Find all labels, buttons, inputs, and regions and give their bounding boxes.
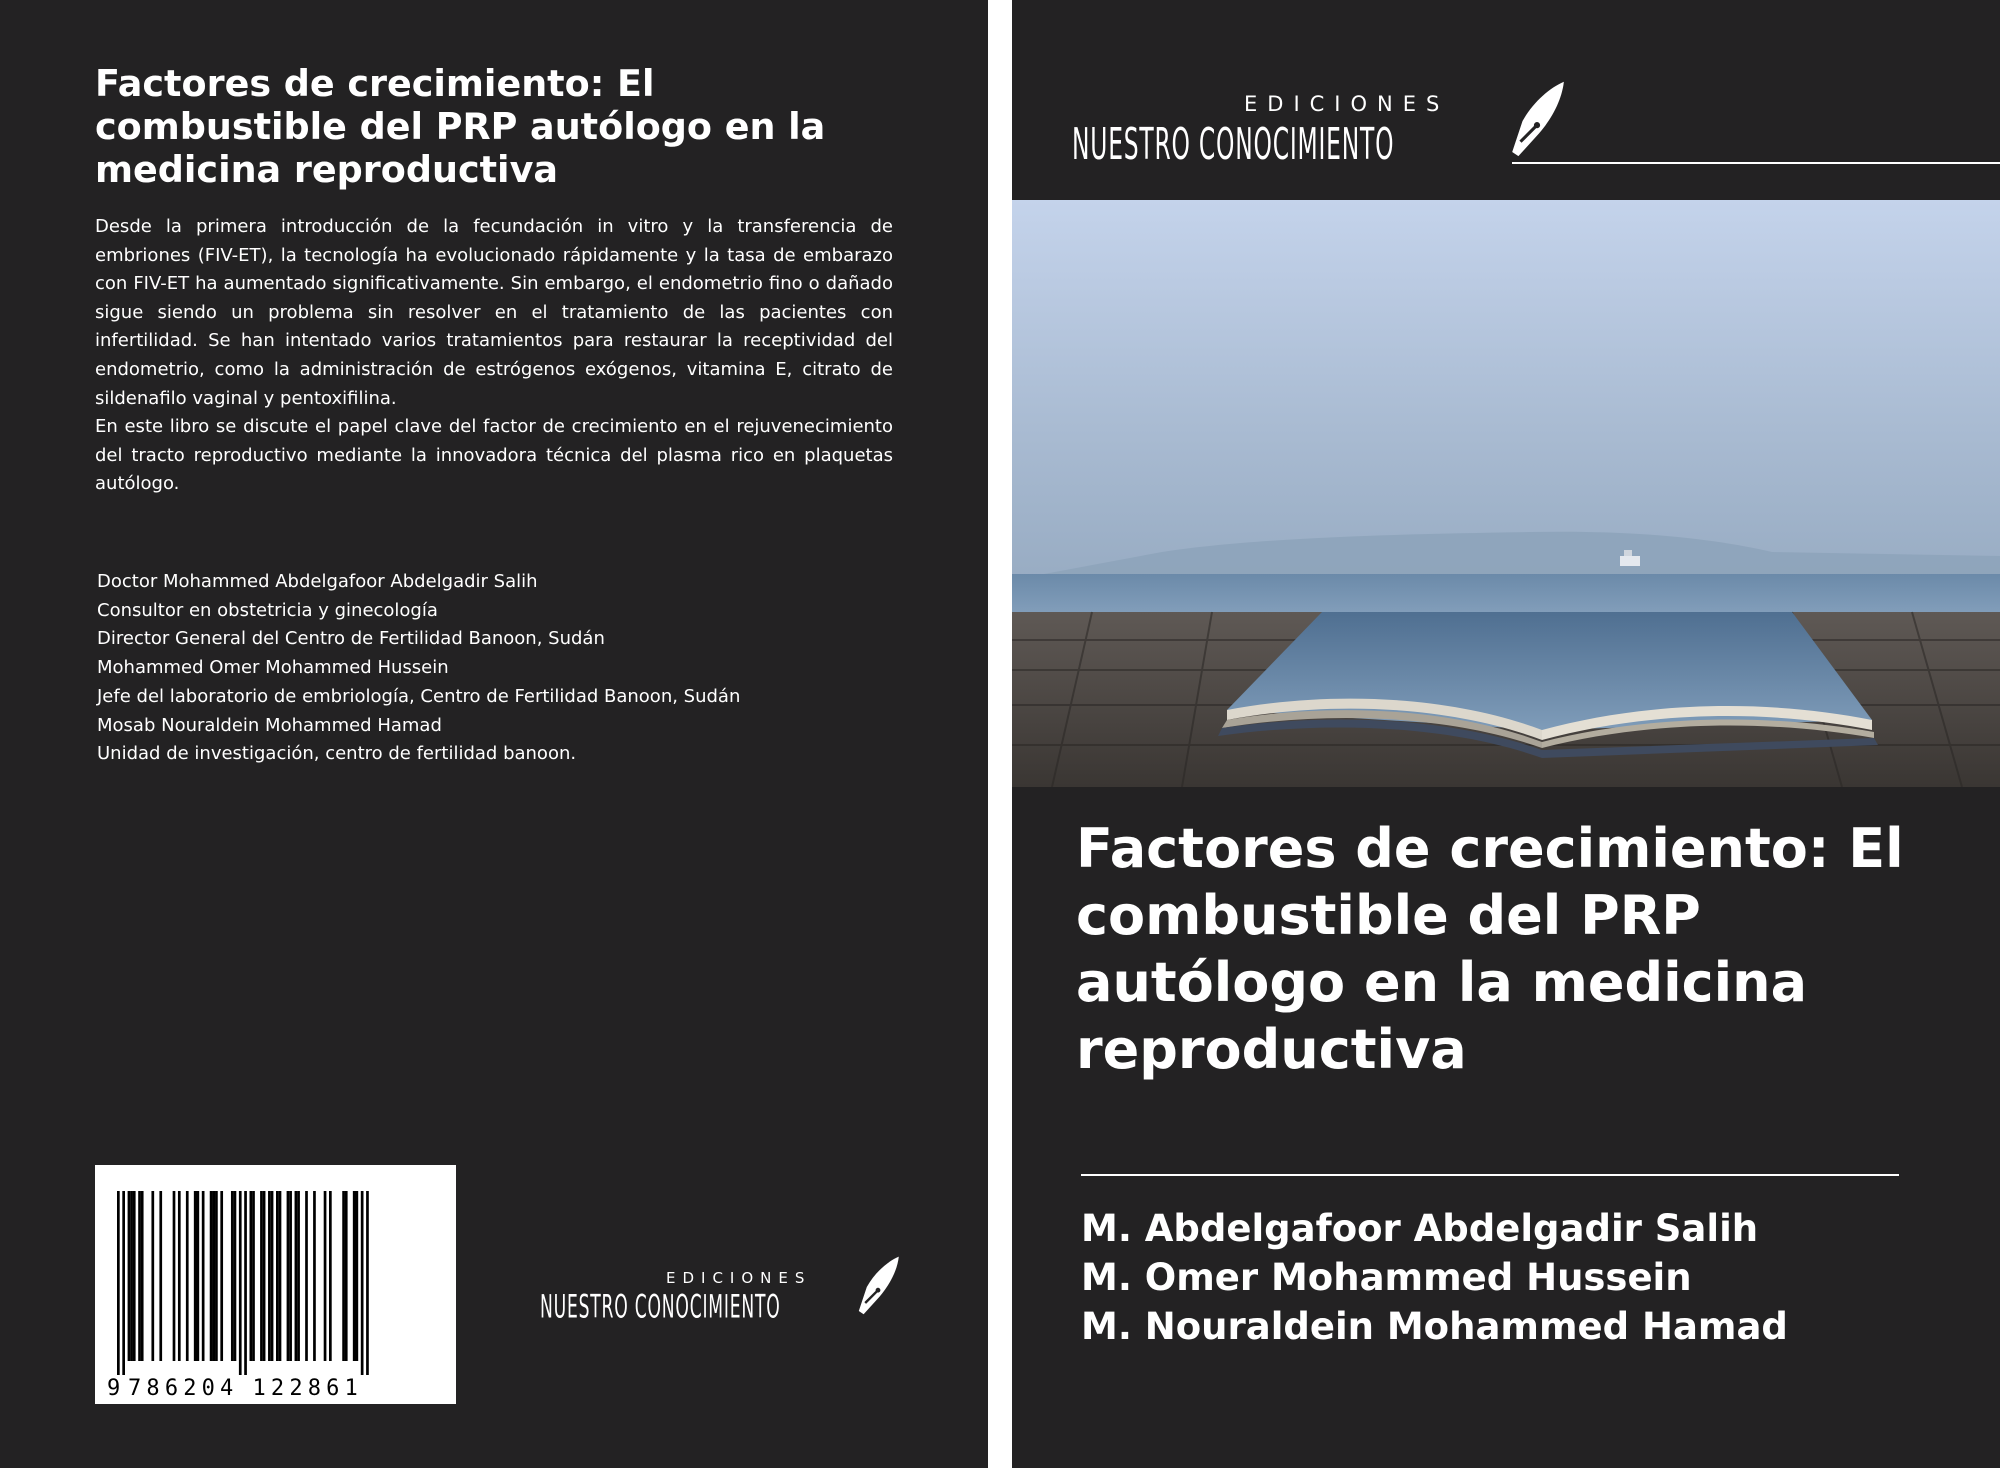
logo-rule	[1512, 162, 2000, 164]
author-name: M. Abdelgafoor Abdelgadir Salih	[1081, 1207, 1759, 1250]
blurb-paragraph: En este libro se discute el papel clave del factor de crecimiento en el rejuvenecimiento del tracto reproductivo mediante la innovadora técnica del plasma rico en plaquetas autólogo.	[95, 416, 893, 495]
barcode-bar	[276, 1191, 279, 1361]
barcode-bar	[202, 1191, 205, 1361]
barcode-bar	[271, 1191, 274, 1361]
cover-photo	[1012, 200, 2000, 787]
barcode-bar	[329, 1191, 332, 1361]
barcode-bar	[117, 1191, 120, 1375]
front-cover	[1012, 0, 2000, 1468]
barcode-bar	[263, 1191, 266, 1361]
barcode-bar	[297, 1191, 300, 1361]
front-cover-authors	[1081, 1204, 1788, 1351]
publisher-logo-back	[540, 1256, 910, 1336]
barcode-bar	[353, 1191, 356, 1361]
barcode-bar	[366, 1191, 369, 1375]
barcode-bar	[252, 1191, 255, 1361]
barcode-bar	[234, 1191, 237, 1361]
barcode-bar	[186, 1191, 189, 1361]
barcode-bar	[138, 1191, 141, 1361]
barcode-bar	[289, 1191, 292, 1361]
barcode-bar	[305, 1191, 308, 1361]
barcode-bar	[141, 1191, 144, 1361]
barcode-bar	[212, 1191, 215, 1361]
title-rule	[1081, 1174, 1899, 1176]
fountain-pen-nib-icon	[854, 1254, 902, 1320]
barcode-bar	[244, 1191, 247, 1375]
barcode-bar	[361, 1191, 364, 1375]
barcode-bar	[231, 1191, 234, 1361]
bio-line: Unidad de investigación, centro de fertilidad banoon.	[97, 743, 577, 765]
back-cover-title: Factores de crecimiento: El combustible del PRP autólogo en la medicina reproductiva	[95, 62, 826, 191]
barcode-bar	[239, 1191, 242, 1375]
barcode-bar	[159, 1191, 162, 1361]
barcode-bar	[268, 1191, 271, 1361]
bio-line: Director General del Centro de Fertilidad Banoon, Sudán	[97, 628, 605, 650]
barcode-bar	[210, 1191, 213, 1361]
barcode-bar	[151, 1191, 154, 1361]
isbn-digits: 786204	[128, 1376, 234, 1401]
author-name: M. Nouraldein Mohammed Hamad	[1081, 1305, 1788, 1348]
publisher-line1: EDICIONES	[666, 1269, 812, 1287]
bio-line: Mohammed Omer Mohammed Hussein	[97, 657, 449, 679]
barcode-bar	[295, 1191, 298, 1361]
fountain-pen-nib-icon	[1506, 74, 1568, 168]
bio-line: Mosab Nouraldein Mohammed Hamad	[97, 714, 442, 736]
barcode-bar	[178, 1191, 181, 1361]
back-cover	[0, 0, 988, 1468]
barcode-bar	[313, 1191, 316, 1361]
barcode-bar	[220, 1191, 223, 1361]
barcode-bar	[342, 1191, 345, 1361]
publisher-line1: EDICIONES	[1244, 92, 1450, 116]
barcode-bar	[133, 1191, 136, 1361]
publisher-line2: NUESTRO CONOCIMIENTO	[540, 1290, 781, 1327]
isbn-digits: 9	[107, 1376, 121, 1401]
bio-line: Jefe del laboratorio de embriología, Centro de Fertilidad Banoon, Sudán	[97, 685, 741, 707]
barcode-bar	[260, 1191, 263, 1361]
back-cover-blurb	[95, 213, 893, 499]
bio-line: Consultor en obstetricia y ginecología	[97, 599, 438, 621]
barcode-bar	[128, 1191, 131, 1361]
blurb-paragraph: Desde la primera introducción de la fecundación in vitro y la transferencia de embriones (FIV-ET), la tecnología ha evolucionado rápidamente y la tasa de embarazo con FIV-ET ha aumentado significativamente. Sin embargo, el endometrio fino o dañado sigue siendo un problema sin resolver en el tratamiento de las pacientes con infertilidad. Se han intentado varios tratamientos para restaurar la receptividad del endometrio, como la administración de estrógenos exógenos, vitamina E, citrato de sildenafilo vaginal y pentoxifilina.	[95, 216, 893, 409]
publisher-line2: NUESTRO CONOCIMIENTO	[1072, 120, 1395, 171]
bio-line: Doctor Mohammed Abdelgafoor Abdelgadir Salih	[97, 571, 538, 592]
barcode-bars	[95, 1165, 456, 1404]
barcode-bar	[356, 1191, 359, 1361]
isbn-digits: 122861	[252, 1376, 358, 1401]
barcode-bar	[287, 1191, 290, 1361]
barcode-bar	[173, 1191, 176, 1361]
isbn-barcode	[95, 1165, 456, 1404]
barcode-bar	[215, 1191, 218, 1361]
front-cover-title: Factores de crecimiento: El combustible del PRP autólogo en la medicina reproductiva	[1076, 817, 1904, 1081]
barcode-bar	[345, 1191, 348, 1361]
author-bios	[97, 568, 897, 769]
author-name: M. Omer Mohammed Hussein	[1081, 1256, 1692, 1299]
barcode-bar	[194, 1191, 197, 1361]
barcode-bar	[197, 1191, 200, 1361]
barcode-bar	[324, 1191, 327, 1361]
barcode-bar	[279, 1191, 282, 1361]
barcode-bar	[130, 1191, 133, 1361]
barcode-bar	[122, 1191, 125, 1375]
barcode-bar	[250, 1191, 253, 1361]
